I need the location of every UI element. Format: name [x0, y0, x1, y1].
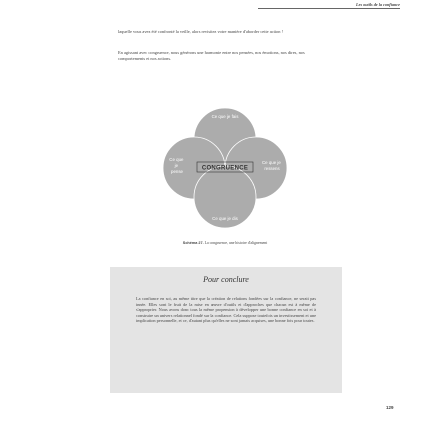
circle-bottom-label: Ce que je dis	[212, 216, 238, 221]
circle-right-label: Ce que je ressens	[261, 160, 281, 171]
circle-top-label: Ce que je fais	[211, 114, 239, 119]
congruence-venn-diagram	[155, 96, 295, 246]
conclusion-text: La confiance en soi, au même titre que la création de relations fondées sur la confiance, ne serait pas innée. Elles sont le fruit de la mise en œuvre d'outils et d'approches que chacun est à même de s'approprier. Nous avons donc tous la même propension à développer une bonne confiance en soi et à construire un univers relationnel fondé sur la confiance. Cela suppose toutefois un investissement et une implication personnelle, et ce, d'autant plus qu'elles ne sont jamais acquises, une bonne fois pour toutes.	[136, 296, 316, 324]
paragraph-congruence: En agissant avec congruence, nous générons une harmonie entre nos pensées, nos émotions, nos dires, nos comportements et nos actions.	[118, 50, 305, 61]
conclusion-title: Pour conclure	[203, 275, 249, 284]
figure-caption	[118, 241, 332, 245]
caption-label: Schéma 27.	[182, 241, 204, 245]
header-divider	[258, 8, 400, 9]
paragraph-intro: laquelle vous avez été confronté la veille, alors revisitez votre manière d'aborder cette action !	[118, 29, 283, 34]
circle-left-label: Ce que je pense	[169, 157, 184, 174]
page-number: 129	[386, 405, 394, 410]
running-header-title: Les outils de la confiance	[356, 2, 400, 7]
conclusion-box	[110, 267, 342, 393]
center-label: CONGRUENCE	[201, 165, 249, 172]
caption-text: La congruence, une histoire d'alignement	[203, 241, 268, 245]
